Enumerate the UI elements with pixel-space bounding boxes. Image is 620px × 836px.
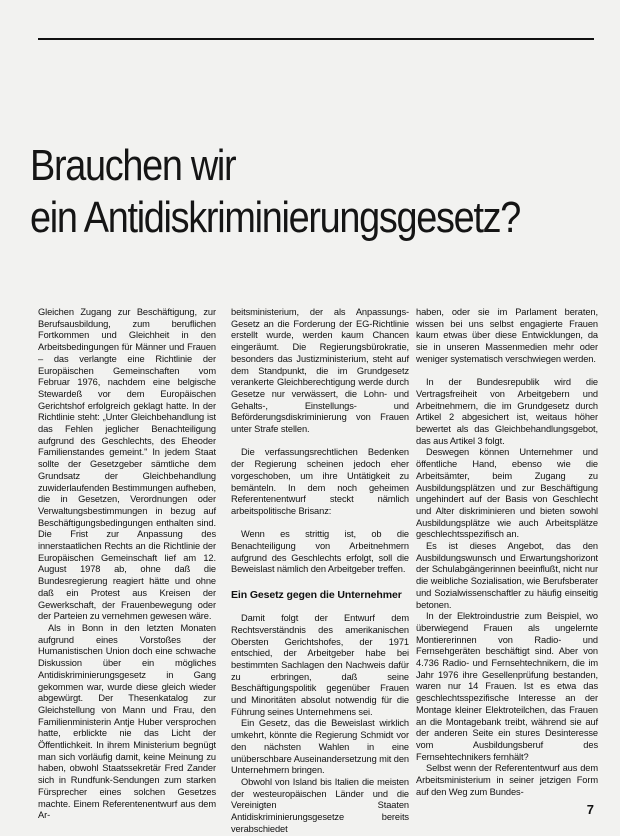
- paragraph: Es ist dieses Angebot, das den Ausbildungswunsch und Erwartungshorizont der Schulabgängerinnen beeinflußt, nicht nur die weibliche Sozialisation, wie Berufsberater und Sozialwissenschaftler zu häufig einseitig betonen.: [416, 541, 598, 610]
- paragraph: Deswegen können Unternehmer und öffentliche Hand, ebenso wie die Arbeitsämter, beim Zugang zu Ausbildungsplätzen und zur Beschäftigung ungehindert auf der Basis von Geschlecht und Alter diskriminieren und bieten sowohl Ausbildungsplätze wie auch Arbeitsplätze geschlechtsspezifisch an.: [416, 447, 598, 540]
- paragraph: Selbst wenn der Referententwurf aus dem Arbeitsministerium in seiner jetzigen Form auf den Weg zum Bundes-: [416, 763, 598, 797]
- article-body: [38, 307, 598, 834]
- paragraph: beitsministerium, der als Anpassungs-Gesetz an die Forderung der EG-Richtlinie erstellt wurde, werden kaum Chancen eingeräumt. Die Regierungsbürokratie, besonders das Justizministerium, steht auf dem Standpunkt, die im Grundgesetz verankerte Gleichberechtigung werde durch Gesetze nur verwässert, die Lohn- und Gehalts-, Einstellungs- und Beförderungsdiskriminierung von Frauen unter Strafe stellen.: [231, 307, 409, 435]
- paragraph: Ein Gesetz, das die Beweislast wirklich umkehrt, könnte die Regierung Schmidt vor den nächsten Wahlen in eine unüberschbare Auseinandersetzung mit den Unternehmern bringen.: [231, 718, 409, 776]
- paragraph: Die verfassungsrechtlichen Bedenken der Regierung scheinen jedoch eher vorgeschoben, um ihre Untätigkeit zu bemänteln. In dem noch geheimen Referentenentwurf steckt nämlich arbeitspolitische Brisanz:: [231, 447, 409, 516]
- headline-line-2: ein Antidiskriminierungsgesetz?: [30, 193, 521, 242]
- headline-line-1: Brauchen wir: [30, 141, 236, 190]
- column-1: [38, 307, 216, 822]
- paragraph: In der Elektroindustrie zum Beispiel, wo überwiegend Frauen als ungelernte Montiererinnen von Radio- und Fernsehgeräten beschäftigt sind. Aber von 4.736 Radio- und Fernsehtechnikern, die im Jahr 1976 ihre Gesellenprüfung bestanden, waren nur 14 Frauen. Ist es etwa das geschlechtsspezifische Interesse an der Montage kleiner Elektroteilchen, das Frauen an die Montagebank treibt, während sie auf der anderen Seite ein stures Desinteresse vom Ausbildungsberuf des Fernsehtechnikers fernhält?: [416, 611, 598, 762]
- section-heading: Ein Gesetz gegen die Unternehmer: [231, 589, 402, 602]
- column-3: [416, 307, 598, 799]
- page-number: 7: [586, 802, 594, 817]
- paragraph: haben, oder sie im Parlament beraten, wissen bei uns selbst engagierte Frauen kaum etwas über diese Entwicklungen, da sie in unseren Massenmedien mehr oder weniger systematisch verschwiegen werden.: [416, 307, 598, 364]
- paragraph: Obwohl von Island bis Italien die meisten der westeuropäischen Länder und die Vereinigten Staaten Antidiskriminierungsgesetze bereits verabschiedet: [231, 776, 409, 834]
- paragraph: Als in Bonn in den letzten Monaten aufgrund eines Vorstoßes der Humanistischen Union doch eine schwache Diskussion über ein mögliches Antidiskriminierungsgesetz in Gang gekommen war, wurde diese gleich wieder abgewürgt. Der Thesenkatalog zur Gleichstellung von Mann und Frau, den Familienministerin Antje Huber versprochen hatte, erblickte nie das Licht der Öffentlichkeit. In ihrem Ministerium begnügt man sich vorläufig damit, keine Meinung zu haben, obwohl Staatssekretär Fred Zander sich in Rundfunk-Sendungen zum starken Fürsprecher eines solchen Gesetzes machte. Einem Referentenentwurf aus dem Ar-: [38, 622, 216, 821]
- column-2: [231, 307, 409, 836]
- paragraph: Wenn es strittig ist, ob die Benachteiligung von Arbeitnehmern aufgrund des Geschlechts erfolgt, soll die Beweislast nämlich den Arbeitgeber treffen.: [231, 529, 409, 575]
- paragraph: Gleichen Zugang zur Beschäftigung, zur Berufsausbildung, zum beruflichen Fortkommen und Gleichheit in den Arbeitsbedingungen für Männer und Frauen – das verlangte eine Richtlinie der Europäischen Gemeinschaften vom Februar 1976, nachdem eine belgische Stewardeß vor dem Europäischen Gerichtshof erfolgreich geklagt hatte. In der Richtlinie steht: „Unter Gleichbehandlung ist das Fehlen jeglicher Benachteiligung aufgrund des Geschlechts, des Eheoder Familienstandes gemeint." In jedem Staat sollte der Gesetzgeber sämtliche dem Grundsatz der Gleichbehandlung zuwiderlaufenden Bestimmungen aufheben, die in Gesetzen, Verordnungen oder Verwaltungsbestimmungen in bezug auf Beschäftigungsbedingungen enthalten sind. Die Frist zur Anpassung des innerstaatlichen Rechts an die Richtlinie der Europäischen Gemeinschaft lief am 12. August 1978 ab, ohne daß die Bundesregierung reagiert hätte und ohne daß ein Protest aus Kreisen der Gewerkschaft, der Frauenbewegung oder der Parteien zu vernehmen gewesen wäre.: [38, 307, 216, 622]
- paragraph: In der Bundesrepublik wird die Vertragsfreiheit von Arbeitgebern und Arbeitnehmern, die im Grundgesetz durch Artikel 2 abgesichert ist, weitaus höher bewertet als das Gleichbehandlungsgebot, das aus Artikel 3 folgt.: [416, 377, 598, 446]
- headline: [30, 140, 521, 244]
- top-rule: [38, 38, 594, 40]
- paragraph: Damit folgt der Entwurf dem Rechtsverständnis des amerikanischen Obersten Gerichtshofes, der 1971 entschied, der Arbeitgeber habe bei bestimmten Sachlagen den Nachweis dafür zu erbringen, daß seine Beschäftigungspolitik gegenüber Frauen und Minoritäten absolut notwendig für die Führung seines Unternehmens sei.: [231, 613, 409, 717]
